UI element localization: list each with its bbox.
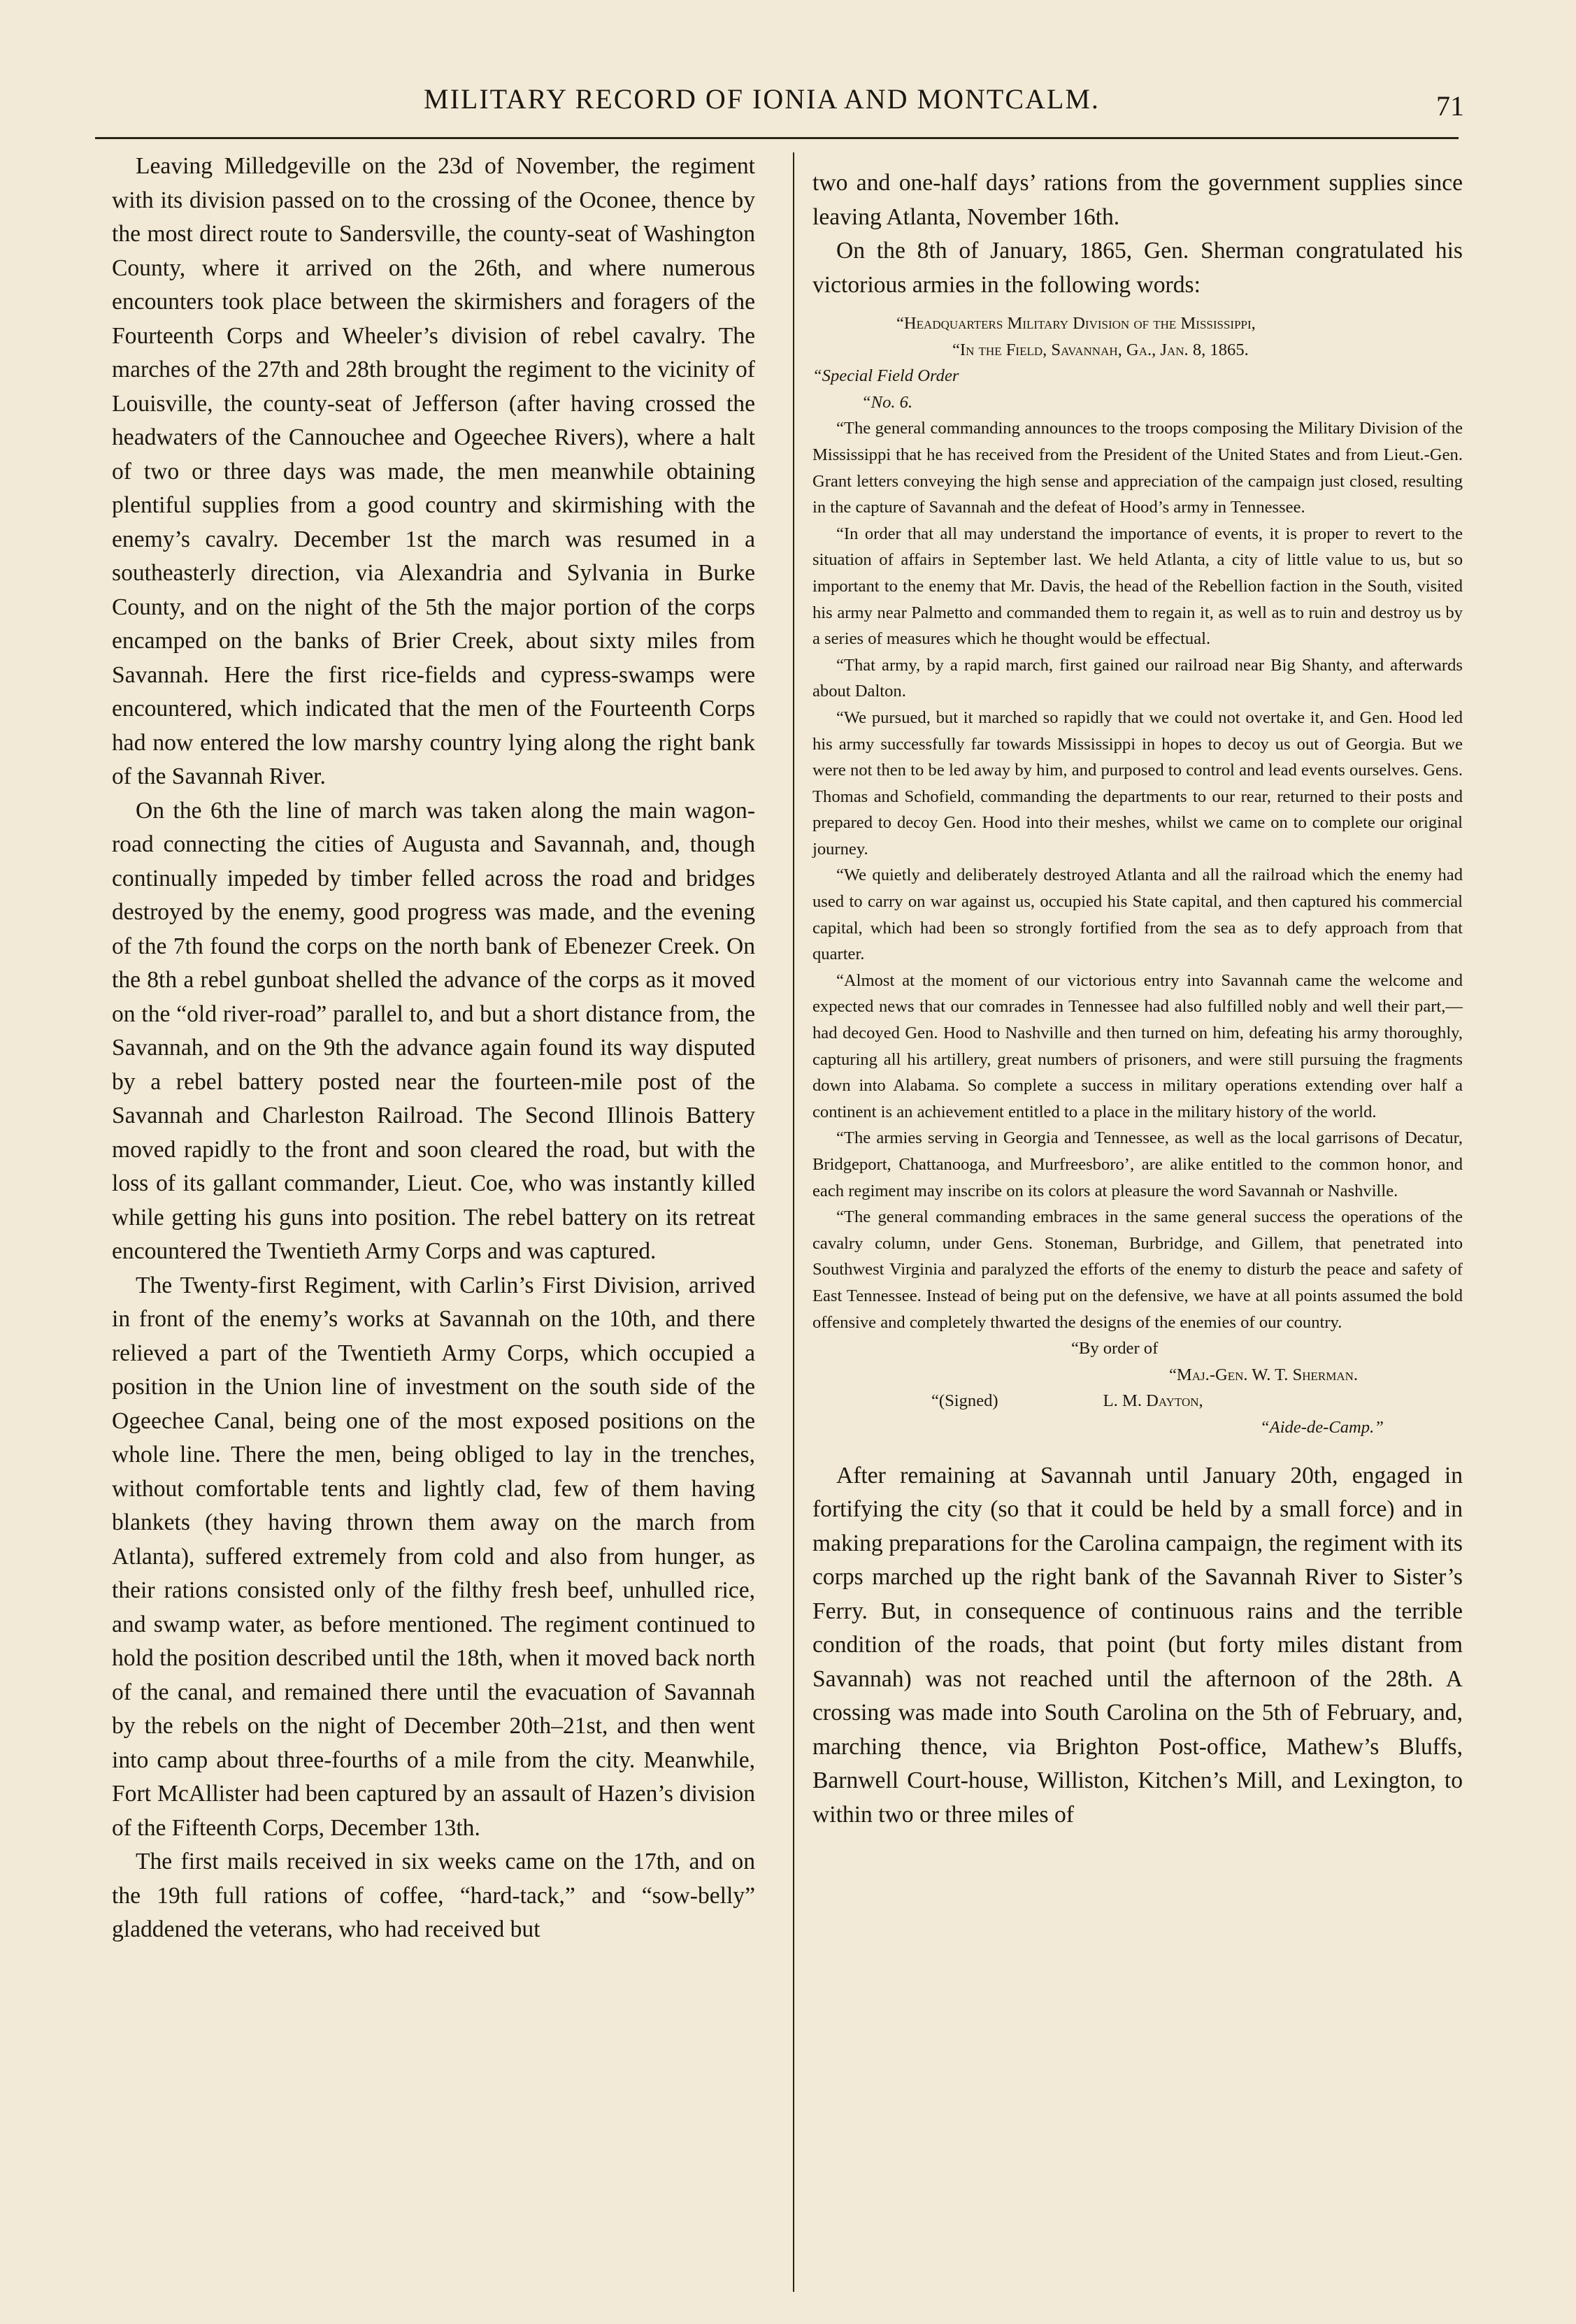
continuation-paragraph: two and one-half days’ rations from the government supplies since leaving Atlanta, November 16th. xyxy=(812,170,1463,230)
order-paragraph: “In order that all may understand the importance of events, it is proper to revert to the situation of affairs in September last. We held Atlanta, a city of little value to us, but so important to the enemy that Mr. Davis, the head of the Rebellion faction in the South, visited his army near Palmetto and commanded them to regain it, as well as to ruin and destroy us by a series of measures which he thought would be effectual. xyxy=(812,524,1463,649)
order-heading-line: “In the Field, Savannah, Ga., Jan. 8, 1865. xyxy=(952,340,1249,359)
signed-label: “(Signed) xyxy=(931,1391,998,1411)
order-paragraph: “Almost at the moment of our victorious entry into Savannah came the welcome and expected news that our comrades in Tennessee had also fulfilled nobly and well their part,—had decoyed Gen. Hood to Nashville and then turned on him, defeating his army thoroughly, capturing all his artillery, great numbers of prisoners, and were still pursuing the fragments down into Alabama. So complete a success in military operations extending over half a continent is an achievement entitled to a place in the military history of the world. xyxy=(812,970,1463,1121)
general-signature: “Maj.-Gen. W. T. Sherman. xyxy=(1169,1365,1359,1384)
signer-name: L. M. Dayton, xyxy=(1103,1391,1203,1411)
intro-paragraph: On the 8th of January, 1865, Gen. Sherman congratulated his victorious armies in the following words: xyxy=(812,238,1463,298)
order-paragraph: “We quietly and deliberately destroyed Atlanta and all the railroad which the enemy had used to carry on war against us, occupied his State capital, and then captured his commercial capital, which had been so strongly fortified from the sea as to defy approach from that quarter. xyxy=(812,866,1463,964)
signed-line xyxy=(812,1388,1463,1414)
page-number: 71 xyxy=(1436,90,1464,122)
order-paragraph: “The general commanding announces to the troops composing the Military Division of the Mississippi that he has received from the President of the United States and from Lieut.-Gen. Grant letters conveying the high sense and appreciation of the campaign just closed, resulting in the capture of Savannah and the defeat of Hood’s army in Tennessee. xyxy=(812,419,1463,517)
body-paragraph: Leaving Milledgeville on the 23d of November, the regiment with its division passed on to the crossing of the Oconee, thence by the most direct route to Sandersville, the county-seat of Washington County, where it arrived on the 26th, and where numerous encounters took place between the skirmishers and foragers of the Fourteenth Corps and Wheeler’s division of rebel cavalry. The marches of the 27th and 28th brought the regiment to the vicinity of Louisville, the county-seat of Jefferson (after having crossed the headwaters of the Cannouchee and Ogeechee Rivers), where a halt of two or three days was made, the men meanwhile obtaining plentiful supplies from a good country and skirmishing with the enemy’s cavalry. December 1st the march was resumed in a southeasterly direction, via Alexandria and Sylvania in Burke County, and on the night of the 5th the major portion of the corps encamped on the banks of Brier Creek, about sixty miles from Savannah. Here the first rice-fields and cypress-swamps were encountered, which indicated that the men of the Fourteenth Corps had now entered the low marshy country lying along the right bank of the Savannah River. xyxy=(112,153,755,789)
order-paragraph: “The armies serving in Georgia and Tennessee, as well as the local garrisons of Decatur, Bridgeport, Chattanooga, and Murfreesboro’, are alike entitled to the common honor, and each regiment may inscribe on its colors at pleasure the word Savannah or Nashville. xyxy=(812,1128,1463,1200)
order-number: “No. 6. xyxy=(861,392,913,412)
header-rule xyxy=(95,137,1459,139)
body-paragraph: The Twenty-first Regiment, with Carlin’s First Division, arrived in front of the enemy’s works at Savannah on the 10th, and there relieved a part of the Twentieth Army Corps, which occupied a position in the Union line of investment on the south side of the Ogeechee Canal, being one of the most exposed positions on the whole line. There the men, being obliged to lay in the trenches, without comfortable tents and lightly clad, few of them having blankets (they having thrown them away on the march from Atlanta), suffered extremely from cold and also from hunger, as their rations consisted only of the filthy fresh beef, unhulled rice, and swamp water, as before mentioned. The regiment continued to hold the position described until the 18th, when it moved back north of the canal, and remained there until the evacuation of Savannah by the rebels on the night of December 20th–21st, and then went into camp about three-fourths of a mile from the city. Meanwhile, Fort McAllister had been captured by an assault of Hazen’s division of the Fifteenth Corps, December 13th. xyxy=(112,1272,755,1841)
order-paragraph: “We pursued, but it marched so rapidly that we could not overtake it, and Gen. Hood led his army successfully far towards Mississippi in hopes to decoy us out of Georgia. But we were not then to be led away by him, and purposed to control and lead events ourselves. Gens. Thomas and Schofield, commanding the departments to our rear, returned to their posts and prepared to decoy Gen. Hood into their meshes, whilst we came on to complete our original journey. xyxy=(812,708,1463,859)
column-divider xyxy=(793,152,794,2292)
left-column xyxy=(112,150,755,1947)
field-order-quote xyxy=(812,310,1463,1441)
body-paragraph: After remaining at Savannah until January 20th, engaged in fortifying the city (so that it could be held by a small force) and in making preparations for the Carolina campaign, the regiment with its corps marched up the right bank of the Savannah River to Sister’s Ferry. But, in consequence of continuous rains and the terrible condition of the roads, that point (but forty miles distant from Savannah) was not reached until the afternoon of the 28th. A crossing was made into South Carolina on the 5th of February, and, marching thence, via Brighton Post-office, Mathew’s Bluffs, Barnwell Court-house, Williston, Kitchen’s Mill, and Lexington, to within two or three miles of xyxy=(812,1462,1463,1828)
running-title: MILITARY RECORD OF IONIA AND MONTCALM. xyxy=(424,83,1100,115)
order-paragraph: “The general commanding embraces in the same general success the operations of the cavalry column, under Gens. Stoneman, Burbridge, and Gillem, that penetrated into Southwest Virginia and paralyzed the efforts of the enemy to disturb the peace and safety of East Tennessee. Instead of being put on the defensive, we have at all points assumed the bold offensive and completely thwarted the designs of the enemies of our country. xyxy=(812,1207,1463,1332)
body-paragraph: The first mails received in six weeks came on the 17th, and on the 19th full rations of coffee, “hard-tack,” and “sow-belly” gladdened the veterans, who had received but xyxy=(112,1849,755,1942)
body-paragraph: On the 6th the line of march was taken along the main wagon-road connecting the cities of Augusta and Savannah, and, though continually impeded by timber felled across the road and bridges destroyed by the enemy, good progress was made, and the evening of the 7th found the corps on the north bank of Ebenezer Creek. On the 8th a rebel gunboat shelled the advance of the corps as it moved on the “old river-road” parallel to, and but a short distance from, the Savannah, and on the 9th the advance again found its way disputed by a rebel battery posted near the fourteen-mile post of the Savannah and Charleston Railroad. The Second Illinois Battery moved rapidly to the front and soon cleared the road, but with the loss of its gallant commander, Lieut. Coe, who was instantly killed while getting his guns into position. The rebel battery on its retreat encountered the Twentieth Army Corps and was captured. xyxy=(112,797,755,1264)
right-column xyxy=(812,166,1463,1832)
special-field-order-label: “Special Field Order xyxy=(812,366,959,386)
order-paragraph: “That army, by a rapid march, first gained our railroad near Big Shanty, and afterwards about Dalton. xyxy=(812,655,1463,701)
signer-title: “Aide-de-Camp.” xyxy=(1260,1417,1384,1437)
by-order-line: “By order of xyxy=(1071,1339,1159,1358)
order-heading-line: “Headquarters Military Division of the Mississippi, xyxy=(896,314,1256,333)
